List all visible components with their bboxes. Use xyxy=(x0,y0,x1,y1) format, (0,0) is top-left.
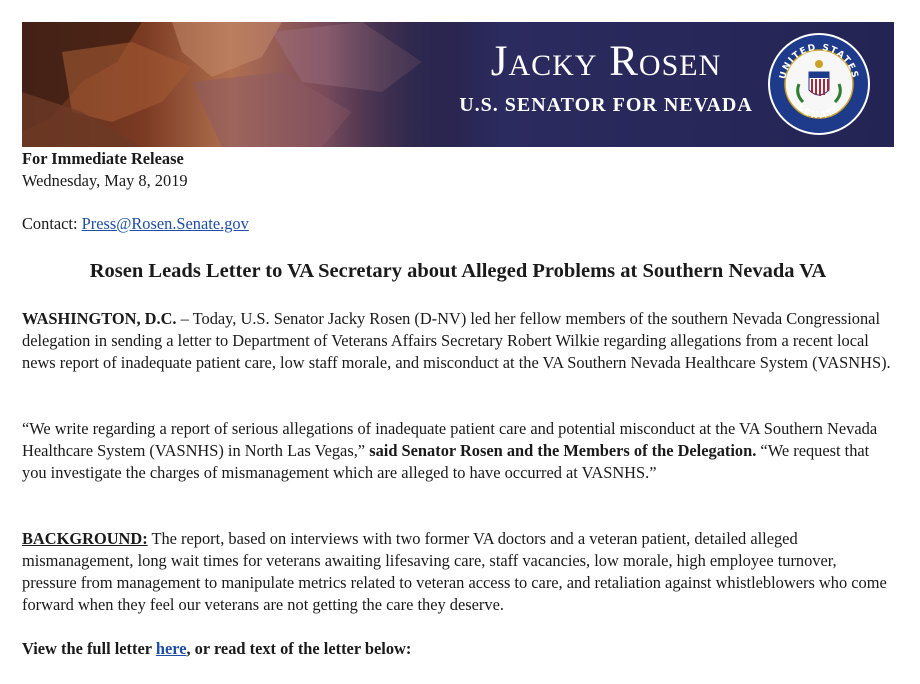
seal-bottom-text: SENATE xyxy=(794,102,844,122)
paragraph-intro xyxy=(22,308,894,374)
contact-line xyxy=(22,213,894,235)
quote-part-1: “We write regarding a report of serious allegations of inadequate patient care and potential misconduct at the VA Southern Nevada Healthcare System (VASNHS) in North Las Vegas,” xyxy=(22,419,878,460)
contact-email-link[interactable]: Press@Rosen.Senate.gov xyxy=(81,214,249,233)
header-banner xyxy=(22,22,894,147)
release-label: For Immediate Release xyxy=(22,149,184,168)
full-letter-link[interactable]: here xyxy=(155,639,187,658)
senator-name-logo: Jacky Rosen xyxy=(490,38,722,85)
senator-title: U.S. SENATOR FOR NEVADA xyxy=(459,94,753,116)
quote-part-2: “We request that you investigate the charges of mismanagement which are alleged to have occurred at VASNHS.” xyxy=(22,441,870,482)
paragraph-letter-link xyxy=(22,638,894,660)
paragraph-background xyxy=(22,528,894,616)
paragraph-quote xyxy=(22,418,894,484)
seal-top-text: UNITED STATES xyxy=(778,42,860,81)
intro-body: – Today, U.S. Senator Jacky Rosen (D-NV) led her fellow members of the southern Nevada Congressional delegation in sending a letter to Department of Veterans Affairs Secretary Robert Wilkie regarding allegations from a recent local news report of inadequate patient care, low staff morale, and misconduct at the VA Southern Nevada Healthcare System (VASNHS). xyxy=(22,309,891,372)
senate-seal-icon xyxy=(767,32,871,136)
dateline: WASHINGTON, D.C. xyxy=(22,309,177,328)
letter-link-prefix: View the full letter xyxy=(22,639,156,658)
press-release-headline: Rosen Leads Letter to VA Secretary about Alleged Problems at Southern Nevada VA xyxy=(89,260,827,282)
contact-label: Contact: xyxy=(22,214,82,233)
background-body: The report, based on interviews with two former VA doctors and a veteran patient, detailed alleged mismanagement, long wait times for veterans awaiting lifesaving care, staff vacancies, low morale, high employee turnover, pressure from management to manipulate metrics related to veteran access to care, and retaliation against whistleblowers who come forward when they feel our veterans are not getting the care they deserve. xyxy=(22,529,887,614)
quote-attribution: said Senator Rosen and the Members of the Delegation. xyxy=(369,441,757,460)
release-date: Wednesday, May 8, 2019 xyxy=(22,171,188,190)
background-label: BACKGROUND: xyxy=(22,529,148,548)
letter-link-suffix: , or read text of the letter below: xyxy=(186,639,412,658)
